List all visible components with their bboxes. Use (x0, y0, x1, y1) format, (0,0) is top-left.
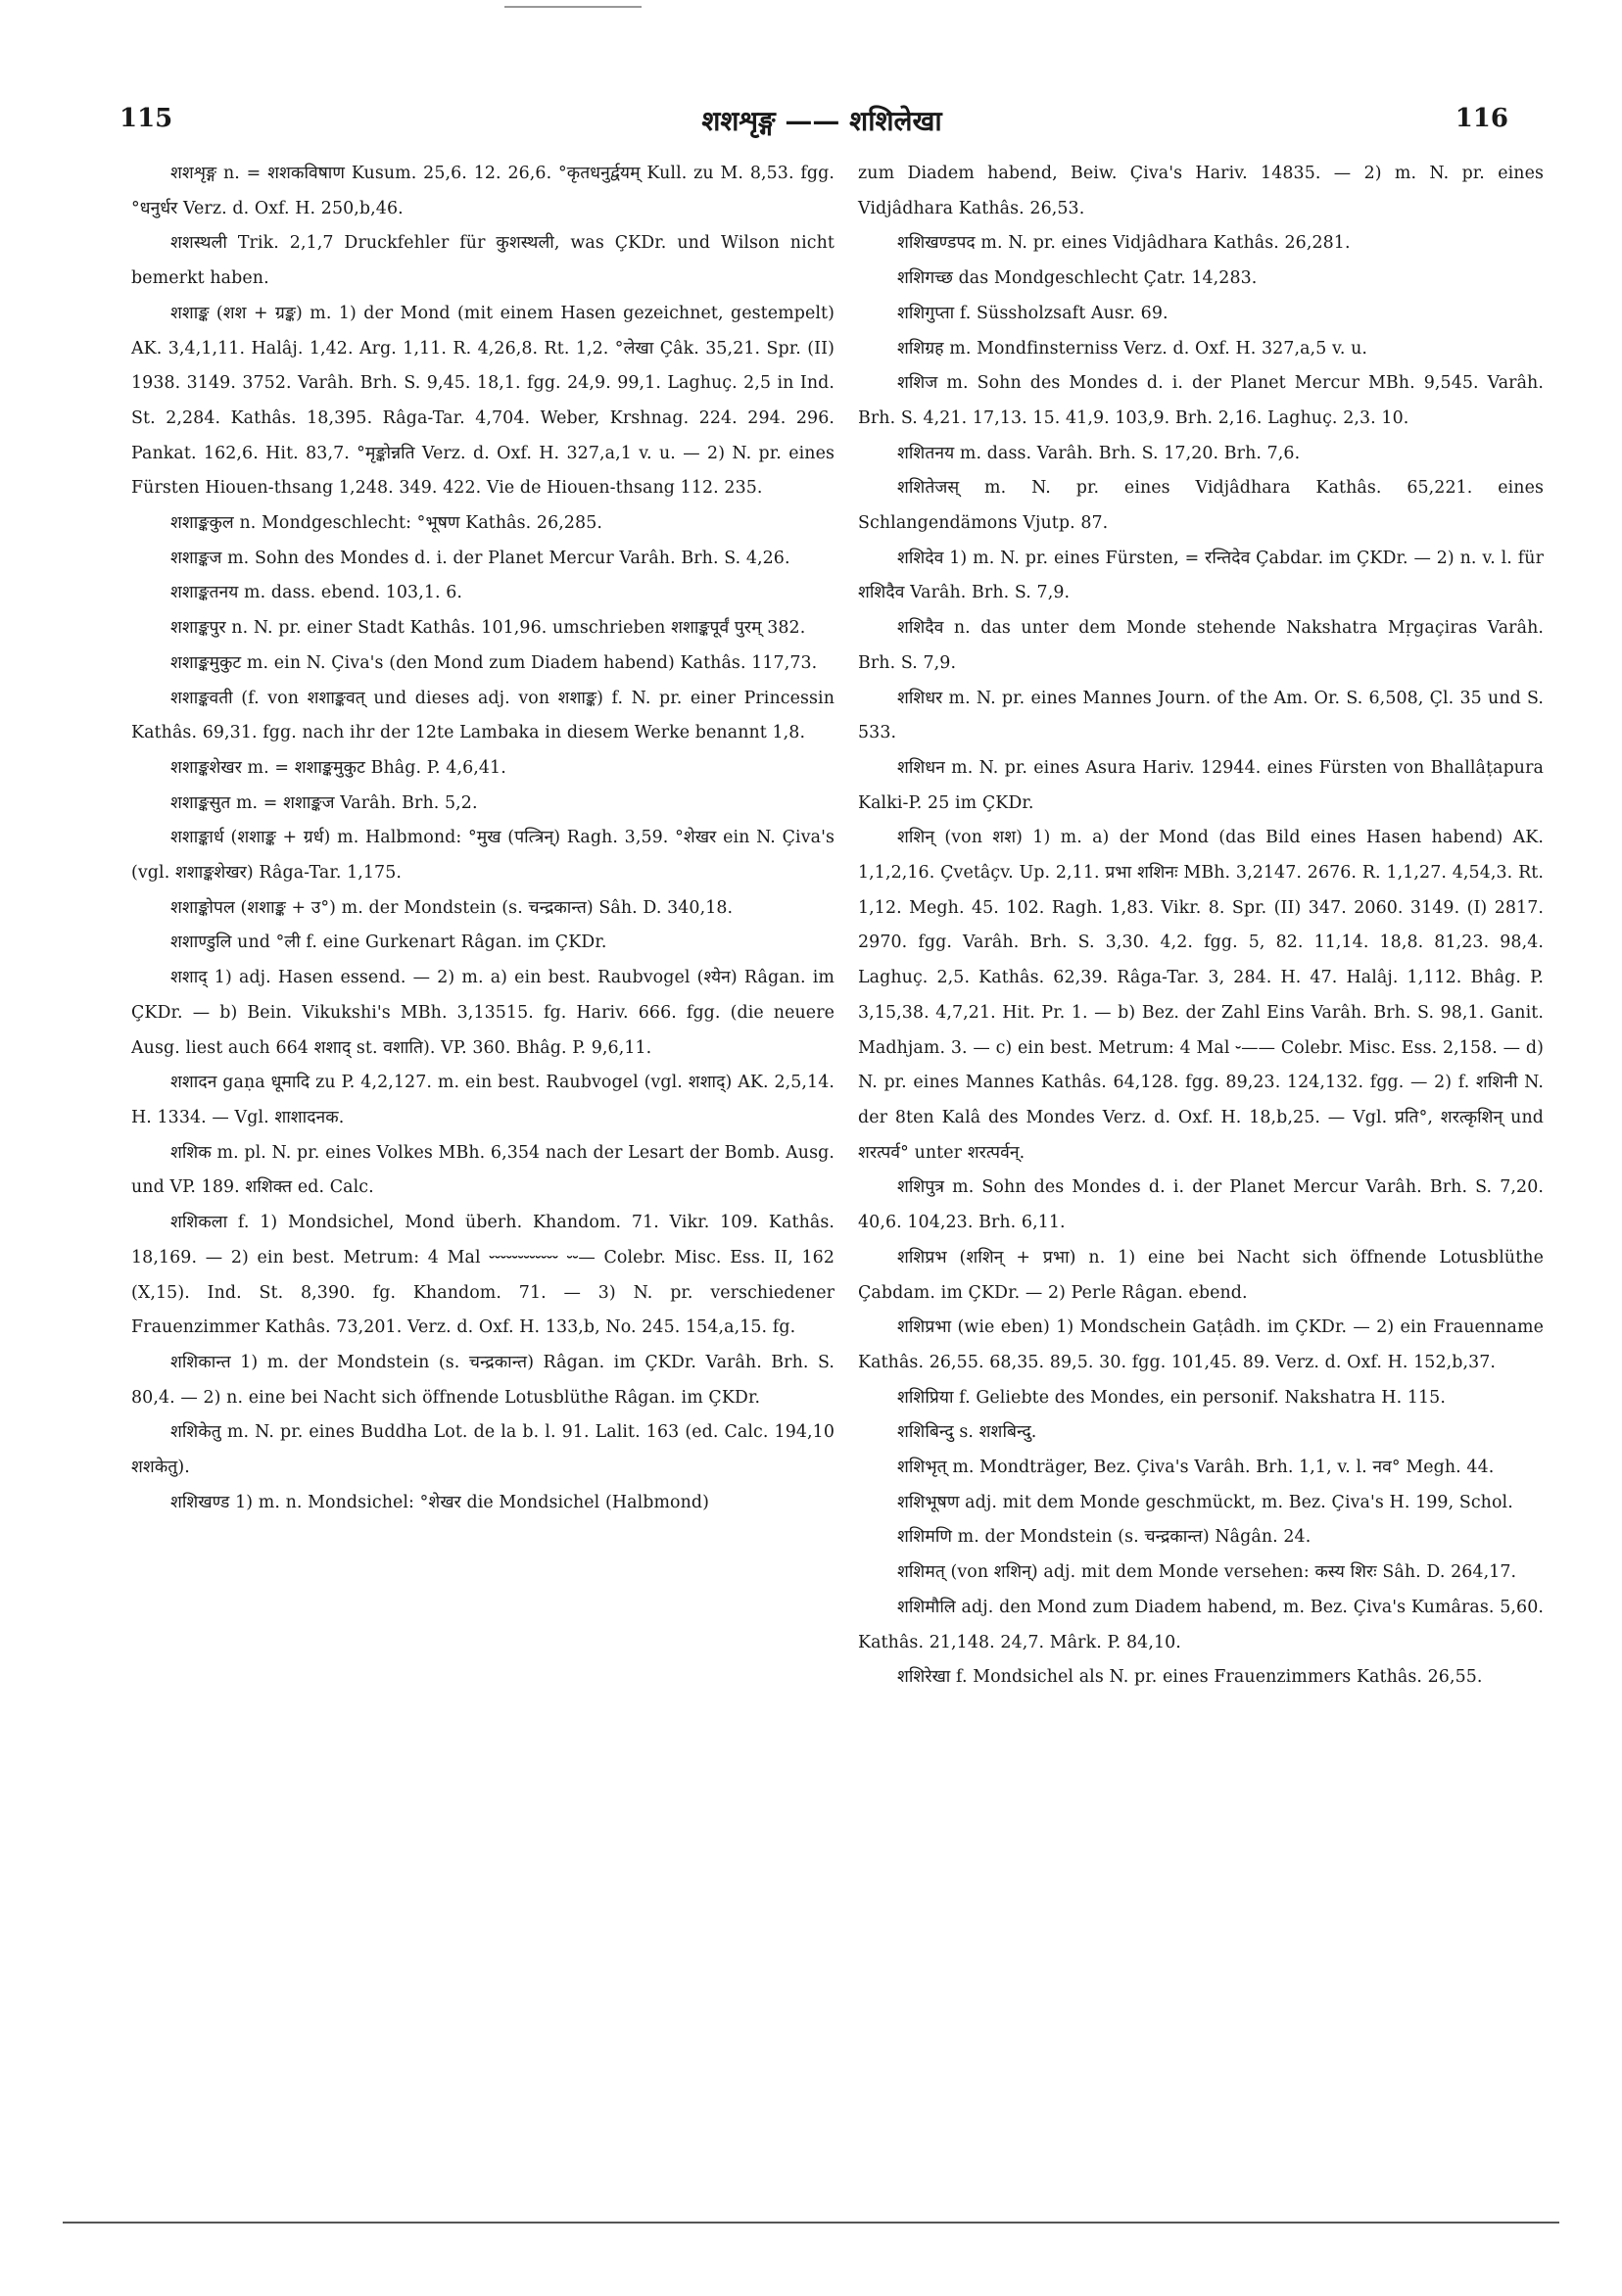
dictionary-entry: शशिप्रभा (wie eben) 1) Mondschein Gaṭâdh. im ÇKDr. — 2) ein Frauenname Kathâs. 26,55. 68,35. 89,5. 30. fgg. 101,45. 89. Verz. d. Oxf. H. 152,b,37. (858, 1317, 1544, 1372)
dictionary-entry: शशाङ्कोपल (शशाङ्क + उ°) m. der Mondstein (s. चन्द्रकान्त) Sâh. D. 340,18. (170, 897, 734, 918)
dictionary-entry: शशिकान्त 1) m. der Mondstein (s. चन्द्रकान्त) Râgan. im ÇKDr. Varâh. Brh. S. 80,4. — 2) n. eine bei Nacht sich öffnende Lotusblüthe Râgan. im ÇKDr. (131, 1352, 835, 1408)
dictionary-entry: शशिरेखा f. Mondsichel als N. pr. eines Frauenzimmers Kathâs. 26,55. (897, 1667, 1483, 1688)
dictionary-entry: शशिगच्छ das Mondgeschlecht Çatr. 14,283. (897, 268, 1258, 289)
dictionary-entry: शशस्थली Trik. 2,1,7 Druckfehler für कुशस्थली, was ÇKDr. und Wilson nicht bemerkt haben. (131, 233, 835, 289)
dictionary-entry: शशिकेतु m. N. pr. eines Buddha Lot. de la b. l. 91. Lalit. 163 (ed. Calc. 194,10 शशकेतु). (131, 1422, 835, 1478)
dictionary-entry: शशाङ्क (शश + ग्रङ्क) m. 1) der Mond (mit einem Hasen gezeichnet, gestempelt) AK. 3,4,1,11. Halâj. 1,42. Arg. 1,11. R. 4,26,8. Rt. 1,2. °लेखा Çâk. 35,21. Spr. (II) 1938. 3149. 3752. Varâh. Brh. S. 9,45. 18,1. fgg. 24,9. 99,1. Laghuç. 2,5 in Ind. St. 2,284. Kathâs. 18,395. Râga-Tar. 4,704. Weber, Krshnag. 224. 294. 296. Pankat. 162,6. Hit. 83,7. °मृङ्कोन्नति Verz. d. Oxf. H. 327,a,1 v. u. — 2) N. pr. eines Fürsten Hiouen-thsang 1,248. 349. 422. Vie de Hiouen-thsang 112. 235. (131, 303, 835, 499)
dictionary-entry: शशाङ्कार्ध (शशाङ्क + ग्रर्ध) m. Halbmond: °मुख (पत्त्रिन्) Ragh. 3,59. °शेखर ein N. Çiva's (vgl. शशाङ्कशेखर) Râga-Tar. 1,175. (131, 828, 835, 884)
dictionary-entry: शशादन gaṇa धूमादि zu P. 4,2,127. m. ein best. Raubvogel (vgl. शशाद्) AK. 2,5,14. H. 1334. — Vgl. शाशादनक. (131, 1073, 835, 1127)
page-header (116, 100, 1528, 143)
dictionary-entry: शशिक m. pl. N. pr. eines Volkes MBh. 6,354 nach der Lesart der Bomb. Ausg. und VP. 189. शशिक्त ed. Calc. (131, 1142, 835, 1198)
dictionary-entry: zum Diadem habend, Beiw. Çiva's Hariv. 14835. — 2) m. N. pr. eines Vidjâdhara Kathâs. 26,53. (858, 164, 1544, 218)
top-scan-mark (504, 6, 642, 8)
right-page-number: 116 (1455, 104, 1508, 133)
dictionary-entry: शशाद् 1) adj. Hasen essend. — 2) m. a) ein best. Raubvogel (श्येन) Râgan. im ÇKDr. — b) Bein. Vikukshi's MBh. 3,13515. fg. Hariv. 666. fgg. (die neuere Ausg. liest auch 664 शशाद् st. वशाति). VP. 360. Bhâg. P. 9,6,11. (131, 968, 835, 1058)
dictionary-entry: शशिग्रह m. Mondfinsterniss Verz. d. Oxf. H. 327,a,5 v. u. (897, 338, 1368, 359)
dictionary-entry: शशिदैव n. das unter dem Monde stehende Nakshatra Mṛgaçiras Varâh. Brh. S. 7,9. (858, 618, 1544, 673)
left-column (131, 157, 835, 1520)
dictionary-entry: शशितेजस् m. N. pr. eines Vidjâdhara Kathâs. 65,221. eines Schlangendämons Vjutp. 87. (858, 478, 1544, 534)
dictionary-entry: शशिखण्ड 1) m. n. Mondsichel: °शेखर die Mondsichel (Halbmond) (170, 1492, 710, 1512)
dictionary-entry: शशशृङ्ग n. = शशकविषाण Kusum. 25,6. 12. 26,6. °कृतधनुर्द्वयम् Kull. zu M. 8,53. fgg. °धनुर्धर Verz. d. Oxf. H. 250,b,46. (131, 164, 835, 218)
dictionary-entry: शशिप्रिया f. Geliebte des Mondes, ein personif. Nakshatra H. 115. (897, 1387, 1446, 1408)
dictionary-entry: शशिबिन्दु s. शशबिन्दु. (897, 1422, 1037, 1443)
dictionary-entry: शशिधर m. N. pr. eines Mannes Journ. of the Am. Or. S. 6,508, Çl. 35 und S. 533. (858, 688, 1544, 743)
dictionary-entry: शशाङ्कपुर n. N. pr. einer Stadt Kathâs. 101,96. umschrieben शशाङ्कपूर्वं पुरम् 382. (170, 618, 806, 639)
dictionary-entry: शशिमत् (von शशिन्) adj. mit dem Monde versehen: कस्य शिरः Sâh. D. 264,17. (897, 1562, 1517, 1583)
running-head: शशशृङ्ग —— शशिलेखा (701, 105, 942, 137)
dictionary-entry: शशिकला f. 1) Mondsichel, Mond überh. Khandom. 71. Vikr. 109. Kathâs. 18,169. — 2) ein best. Metrum: 4 Mal ⏑⏑⏑⏑⏑⏑⏑⏑⏑⏑⏑⏑ ⏑⏑— Colebr. Misc. Ess. II, 162 (X,15). Ind. St. 8,390. fg. Khandom. 71. — 3) N. pr. verschiedener Frauenzimmer Kathâs. 73,201. Verz. d. Oxf. H. 133,b, No. 245. 154,a,15. fg. (131, 1213, 835, 1338)
right-column (858, 157, 1544, 1696)
dictionary-entry: शशिप्रभ (शशिन् + प्रभा) n. 1) eine bei Nacht sich öffnende Lotusblüthe Çabdam. im ÇKDr. — 2) Perle Râgan. ebend. (858, 1247, 1544, 1303)
dictionary-entry: शशाण्डुलि und °ली f. eine Gurkenart Râgan. im ÇKDr. (170, 933, 607, 953)
dictionary-entry: शशाङ्कज m. Sohn des Mondes d. i. der Planet Mercur Varâh. Brh. S. 4,26. (170, 548, 790, 568)
dictionary-entry: शशाङ्कशेखर m. = शशाङ्कमुकुट Bhâg. P. 4,6,41. (170, 757, 506, 778)
dictionary-entry: शशाङ्कतनय m. dass. ebend. 103,1. 6. (170, 583, 463, 603)
dictionary-entry: शशाङ्कमुकुट m. ein N. Çiva's (den Mond zum Diadem habend) Kathâs. 117,73. (170, 652, 818, 673)
dictionary-entry: शशिज m. Sohn des Mondes d. i. der Planet Mercur MBh. 9,545. Varâh. Brh. S. 4,21. 17,13. 15. 41,9. 103,9. Brh. 2,16. Laghuç. 2,3. 10. (858, 373, 1544, 428)
dictionary-entry: शशिदेव 1) m. N. pr. eines Fürsten, = रन्तिदेव Çabdar. im ÇKDr. — 2) n. v. l. für शशिदैव Varâh. Brh. S. 7,9. (858, 548, 1544, 603)
dictionary-entry: शशिगुप्ता f. Süssholzsaft Ausr. 69. (897, 303, 1169, 323)
left-page-number: 115 (119, 104, 173, 133)
dictionary-entry: शशाङ्कसुत m. = शशाङ्कज Varâh. Brh. 5,2. (170, 792, 478, 813)
dictionary-entry: शशिभूषण adj. mit dem Monde geschmückt, m. Bez. Çiva's H. 199, Schol. (897, 1492, 1513, 1512)
dictionary-entry: शशिभृत् m. Mondträger, Bez. Çiva's Varâh. Brh. 1,1, v. l. नव° Megh. 44. (897, 1458, 1495, 1478)
dictionary-entry: शशिधन m. N. pr. eines Asura Hariv. 12944. eines Fürsten von Bhallâṭapura Kalki-P. 25 im ÇKDr. (858, 757, 1544, 813)
dictionary-entry: शशिमौलि adj. den Mond zum Diadem habend, m. Bez. Çiva's Kumâras. 5,60. Kathâs. 21,148. 24,7. Mârk. P. 84,10. (858, 1597, 1544, 1652)
dictionary-entry: शशिपुत्र m. Sohn des Mondes d. i. der Planet Mercur Varâh. Brh. S. 7,20. 40,6. 104,23. Brh. 6,11. (858, 1177, 1544, 1233)
dictionary-entry: शशिमणि m. der Mondstein (s. चन्द्रकान्त) Nâgân. 24. (897, 1527, 1312, 1548)
dictionary-entry: शशितनय m. dass. Varâh. Brh. S. 17,20. Brh. 7,6. (897, 443, 1301, 463)
dictionary-entry: शशाङ्कवती (f. von शशाङ्कवत् und dieses adj. von शशाङ्क) f. N. pr. einer Princessin Kathâs. 69,31. fgg. nach ihr der 12te Lambaka in diesem Werke benannt 1,8. (131, 688, 835, 743)
dictionary-entry: शशाङ्ककुल n. Mondgeschlecht: °भूषण Kathâs. 26,285. (170, 513, 603, 534)
bottom-rule (63, 2222, 1559, 2224)
dictionary-entry: शशिन् (von शश) 1) m. a) der Mond (das Bild eines Hasen habend) AK. 1,1,2,16. Çvetâçv. Up. 2,11. प्रभा शशिनः MBh. 3,2147. 2676. R. 1,1,27. 4,54,3. Rt. 1,12. Megh. 45. 102. Ragh. 1,83. Vikr. 8. Spr. (II) 347. 2060. 3149. (I) 2817. 2970. fgg. Varâh. Brh. S. 3,30. 4,2. fgg. 5, 82. 11,14. 18,8. 81,23. 98,4. Laghuç. 2,5. Kathâs. 62,39. Râga-Tar. 3, 284. H. 47. Halâj. 1,112. Bhâg. P. 3,15,38. 4,7,21. Hit. Pr. 1. — b) Bez. der Zahl Eins Varâh. Brh. S. 98,1. Ganit. Madhjam. 3. — c) ein best. Metrum: 4 Mal ⏑—— Colebr. Misc. Ess. 2,158. — d) N. pr. eines Mannes Kathâs. 64,128. fgg. 89,23. 124,132. fgg. — 2) f. शशिनी N. der 8ten Kalâ des Mondes Verz. d. Oxf. H. 18,b,25. — Vgl. प्रति°, शरत्कृशिन् und शरत्पर्व° unter शरत्पर्वन्. (858, 828, 1544, 1163)
dictionary-entry: शशिखण्डपद m. N. pr. eines Vidjâdhara Kathâs. 26,281. (897, 233, 1351, 254)
